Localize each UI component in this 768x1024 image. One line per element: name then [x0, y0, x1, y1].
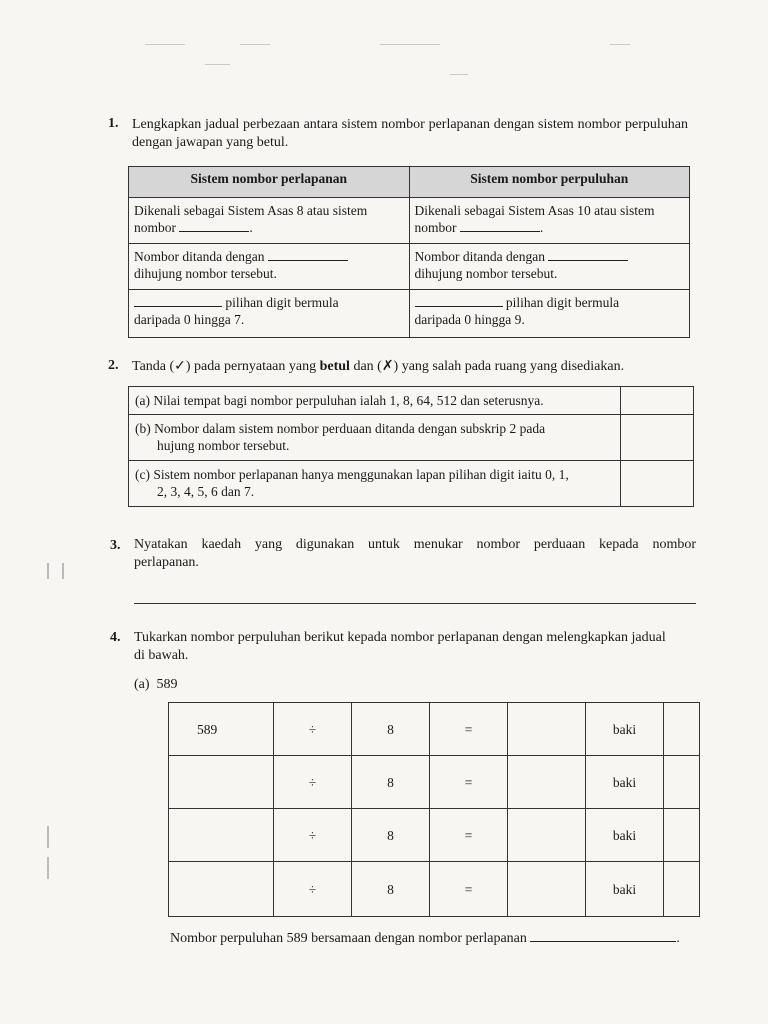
divisor-cell: 8: [352, 703, 430, 756]
question-4-line: di bawah.: [134, 648, 189, 663]
baki-label: baki: [586, 703, 664, 756]
equals-sign: =: [430, 756, 508, 809]
cell-text: nombor: [134, 220, 176, 235]
dividend-cell[interactable]: [169, 756, 274, 809]
statement-label: (b): [135, 421, 151, 436]
scan-mark: [205, 64, 230, 65]
remainder-cell[interactable]: [664, 862, 700, 917]
dividend-cell[interactable]: [169, 862, 274, 917]
answer-box-a[interactable]: [621, 387, 694, 415]
statement-text: 2, 3, 4, 5, 6 dan 7.: [157, 484, 255, 499]
scan-edge-mark: [62, 563, 64, 579]
question-2-text: [132, 358, 692, 376]
equals-sign: =: [430, 703, 508, 756]
statement-label: (c): [135, 467, 150, 482]
statement-c: [129, 461, 621, 507]
answer-blank[interactable]: [548, 260, 628, 261]
part-a-label: [134, 676, 178, 694]
remainder-cell[interactable]: [664, 756, 700, 809]
part-label: (a): [134, 677, 150, 692]
conclusion-sentence: Nombor perpuluhan 589 bersamaan dengan nombor perlapanan: [170, 931, 527, 946]
question-2-text-part: dan (✗) yang salah pada ruang yang disediakan.: [349, 359, 625, 374]
statement-text: Nilai tempat bagi nombor perpuluhan ialah 1, 8, 64, 512 dan seterusnya.: [153, 393, 544, 408]
dividend-cell: 589: [169, 703, 274, 756]
cell-text: Dikenali sebagai Sistem Asas 8 atau sistem: [134, 203, 368, 218]
part-value: 589: [156, 677, 178, 692]
question-2-number: 2.: [108, 358, 119, 373]
question-3-number: 3.: [110, 538, 121, 553]
question-4-text: [134, 629, 700, 665]
division-table: [168, 702, 700, 917]
scan-mark: [450, 74, 468, 75]
answer-blank[interactable]: [134, 306, 222, 307]
cell-text: .: [249, 220, 253, 235]
cell-text: Dikenali sebagai Sistem Asas 10 atau sistem: [414, 203, 655, 218]
baki-label: baki: [586, 809, 664, 862]
question-2-bold-word: betul: [319, 359, 350, 374]
cell-text: dihujung nombor tersebut.: [414, 266, 558, 281]
quotient-cell[interactable]: [508, 862, 586, 917]
q1-row-3-right: [409, 290, 690, 338]
quotient-cell[interactable]: [508, 703, 586, 756]
divisor-cell: 8: [352, 809, 430, 862]
baki-label: baki: [586, 756, 664, 809]
cell-text: Nombor ditanda dengan: [414, 249, 545, 264]
scan-edge-mark: [47, 563, 49, 579]
cell-text: nombor: [414, 220, 457, 235]
divisor-cell: 8: [352, 756, 430, 809]
question-4-line: Tukarkan nombor perpuluhan berikut kepada nombor perlapanan dengan melengkapkan jadual: [134, 630, 666, 645]
cell-text: daripada 0 hingga 7.: [134, 312, 245, 327]
statement-b: [129, 415, 621, 461]
statement-text: Nombor dalam sistem nombor perduaan ditanda dengan subskrip 2 pada: [154, 421, 546, 436]
q1-row-1-right: [409, 198, 690, 244]
header-octal: Sistem nombor perlapanan: [129, 167, 410, 198]
statement-label: (a): [135, 393, 150, 408]
question-3-text: [134, 536, 696, 572]
statement-a: [129, 387, 621, 415]
dividend-cell[interactable]: [169, 809, 274, 862]
cell-text: pilihan digit bermula: [505, 295, 620, 310]
question-1-text: Lengkapkan jadual perbezaan antara sistem nombor perlapanan dengan sistem nombor perpuluhan dengan jawapan yang betul.: [132, 117, 688, 150]
scan-edge-mark: [47, 857, 49, 879]
conclusion-text: Nombor perpuluhan 589 bersamaan dengan nombor perlapanan .: [170, 931, 680, 946]
question-2-table: [128, 386, 694, 507]
divide-sign: ÷: [274, 703, 352, 756]
cell-text: .: [539, 220, 544, 235]
divide-sign: ÷: [274, 756, 352, 809]
remainder-cell[interactable]: [664, 809, 700, 862]
equals-sign: =: [430, 862, 508, 917]
answer-blank[interactable]: [179, 231, 249, 232]
scan-edge-mark: [47, 826, 49, 848]
cell-text: pilihan digit bermula: [225, 295, 339, 310]
question-1-table: [128, 166, 690, 338]
answer-box-b[interactable]: [621, 415, 694, 461]
cell-text: dihujung nombor tersebut.: [134, 266, 277, 281]
divisor-cell: 8: [352, 862, 430, 917]
q1-row-3-left: [129, 290, 410, 338]
q1-row-2-left: [129, 244, 410, 290]
question-2-text-part: Tanda (✓) pada pernyataan yang: [132, 359, 320, 374]
header-decimal: Sistem nombor perpuluhan: [409, 167, 690, 198]
question-3-answer-line[interactable]: [134, 603, 696, 604]
question-4-number: 4.: [110, 630, 121, 645]
scan-mark: [380, 44, 440, 45]
remainder-cell[interactable]: [664, 703, 700, 756]
scan-mark: [145, 44, 185, 45]
divide-sign: ÷: [274, 862, 352, 917]
conclusion-answer-blank[interactable]: [530, 941, 676, 942]
q1-row-2-right: [409, 244, 690, 290]
cell-text: daripada 0 hingga 9.: [414, 312, 525, 327]
answer-blank[interactable]: [268, 260, 348, 261]
statement-text: Sistem nombor perlapanan hanya menggunakan lapan pilihan digit iaitu 0, 1,: [153, 467, 569, 482]
question-3-line: Nyatakan kaedah yang digunakan untuk menukar nombor perduaan kepada nombor: [134, 537, 696, 552]
answer-blank[interactable]: [460, 231, 540, 232]
quotient-cell[interactable]: [508, 809, 586, 862]
baki-label: baki: [586, 862, 664, 917]
answer-box-c[interactable]: [621, 461, 694, 507]
question-1-number: 1.: [108, 116, 119, 131]
quotient-cell[interactable]: [508, 756, 586, 809]
scan-mark: [610, 44, 630, 45]
statement-text: hujung nombor tersebut.: [157, 438, 290, 453]
answer-blank[interactable]: [415, 306, 503, 307]
scan-mark: [240, 44, 270, 45]
equals-sign: =: [430, 809, 508, 862]
q1-row-1-left: [129, 198, 410, 244]
divide-sign: ÷: [274, 809, 352, 862]
cell-text: Nombor ditanda dengan: [134, 249, 265, 264]
question-3-line: perlapanan.: [134, 555, 199, 570]
